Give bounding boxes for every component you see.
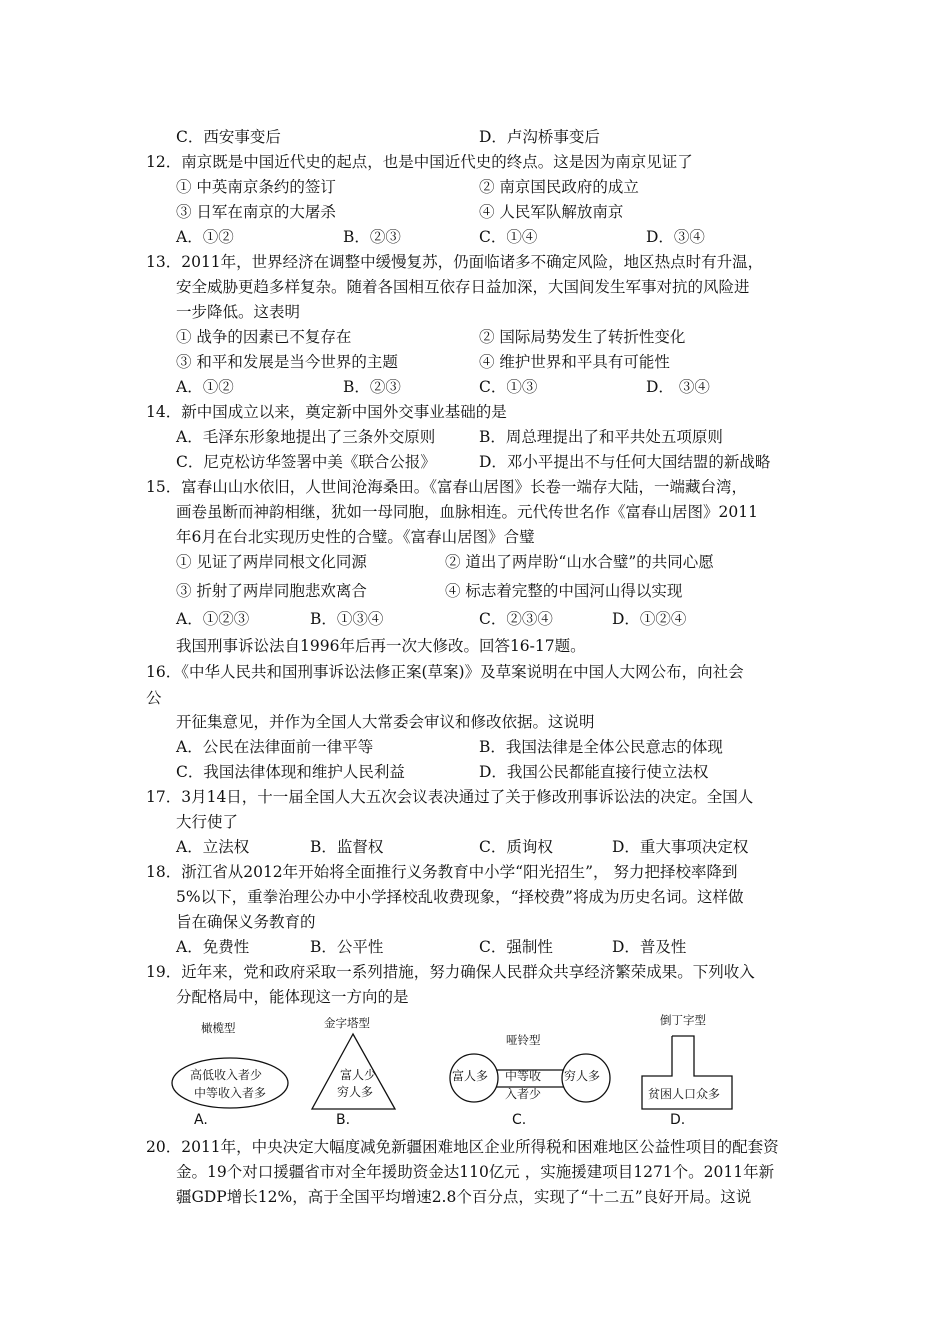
q13-stem-line3: 一步降低。这表明 xyxy=(176,303,301,321)
q18-option-c: C．强制性 xyxy=(479,938,553,956)
dumbbell-middle2: 入者少 xyxy=(505,1087,542,1101)
q15-item-3: ③ 折射了两岸同胞悲欢离合 xyxy=(176,582,367,600)
q15-item-4: ④ 标志着完整的中国河山得以实现 xyxy=(445,582,683,600)
q15-item-1: ① 见证了两岸同根文化同源 xyxy=(176,553,367,571)
q13-item-1: ① 战争的因素已不复存在 xyxy=(176,328,352,346)
q15-item-2: ② 道出了两岸盼“山水合璧”的共同心愿 xyxy=(445,553,714,571)
q19-stem-line2: 分配格局中，能体现这一方向的是 xyxy=(176,988,409,1006)
q20-stem-line1: 20．2011年，中央决定大幅度减免新疆困难地区企业所得税和困难地区公益性项目的配套资 xyxy=(146,1138,779,1156)
pyramid-line2: 穷人多 xyxy=(337,1085,374,1099)
q16-option-b: B．我国法律是全体公民意志的体现 xyxy=(479,738,723,756)
pyramid-line1: 富人少 xyxy=(340,1068,377,1082)
q16-option-d: D．我国公民都能直接行使立法权 xyxy=(479,763,709,781)
q11-option-d: D．卢沟桥事变后 xyxy=(479,128,600,146)
q18-stem-line3: 旨在确保义务教育的 xyxy=(176,913,316,931)
q12-stem: 12．南京既是中国近代史的起点，也是中国近代史的终点。这是因为南京见证了 xyxy=(146,153,693,171)
q12-option-a: A．①② xyxy=(176,228,234,246)
option-c-label: C. xyxy=(512,1112,527,1128)
q13-option-b: B．②③ xyxy=(343,378,401,396)
q18-option-b: B．公平性 xyxy=(310,938,384,956)
q13-item-2: ② 国际局势发生了转折性变化 xyxy=(479,328,686,346)
q16-stem-line2: 公 xyxy=(146,689,162,707)
q13-item-3: ③ 和平和发展是当今世界的主题 xyxy=(176,353,398,371)
q14-option-b: B．周总理提出了和平共处五项原则 xyxy=(479,428,723,446)
pyramid-title: 金字塔型 xyxy=(324,1016,370,1030)
olive-title: 橄榄型 xyxy=(201,1021,236,1035)
q13-option-a: A．①② xyxy=(176,378,234,396)
q20-stem-line2: 金。19个对口援疆省市对全年援助资金达110亿元 ，实施援建项目1271个。2011年新 xyxy=(176,1163,775,1181)
q13-option-d: D． ③④ xyxy=(646,378,710,396)
q11-option-c: C．西安事变后 xyxy=(176,128,281,146)
q14-option-a: A．毛泽东形象地提出了三条外交原则 xyxy=(176,428,436,446)
q15-option-a: A．①②③ xyxy=(176,610,250,628)
dumbbell-title: 哑铃型 xyxy=(506,1033,541,1047)
q14-stem: 14．新中国成立以来，奠定新中国外交事业基础的是 xyxy=(146,403,507,421)
q15-option-c: C．②③④ xyxy=(479,610,553,628)
q17-stem-line2: 大行使了 xyxy=(176,813,239,831)
q17-option-c: C．质询权 xyxy=(479,838,553,856)
olive-diagram xyxy=(160,1012,310,1132)
q18-option-d: D．普及性 xyxy=(612,938,687,956)
q12-item-4: ④ 人民军队解放南京 xyxy=(479,203,624,221)
q19-stem-line1: 19．近年来，党和政府采取一系列措施，努力确保人民群众共享经济繁荣成果。下列收入 xyxy=(146,963,755,981)
q15-option-d: D．①②④ xyxy=(612,610,687,628)
inverted-t-title: 倒丁字型 xyxy=(660,1013,706,1027)
dumbbell-right: 穷人多 xyxy=(564,1069,601,1083)
q16-stem-line1: 16．《中华人民共和国刑事诉讼法修正案(草案)》及草案说明在中国人大网公布，向社会 xyxy=(146,663,744,681)
q16-option-c: C．我国法律体现和维护人民利益 xyxy=(176,763,405,781)
dumbbell-middle1: 中等收 xyxy=(505,1069,542,1083)
q16-option-a: A．公民在法律面前一律平等 xyxy=(176,738,374,756)
option-d-label: D. xyxy=(670,1112,686,1128)
q15-option-b: B．①③④ xyxy=(310,610,384,628)
q15-stem-line2: 画卷虽断而神韵相继，犹如一母同胞，血脉相连。元代传世名作《富春山居图》2011 xyxy=(176,503,758,521)
q13-item-4: ④ 维护世界和平具有可能性 xyxy=(479,353,670,371)
q17-option-d: D．重大事项决定权 xyxy=(612,838,749,856)
q13-option-c: C．①③ xyxy=(479,378,538,396)
option-b-label: B. xyxy=(336,1112,351,1128)
q12-option-d: D．③④ xyxy=(646,228,705,246)
q13-stem-line1: 13．2011年，世界经济在调整中缓慢复苏，仍面临诸多不确定风险，地区热点时有升温， xyxy=(146,253,764,271)
q18-option-a: A．免费性 xyxy=(176,938,250,956)
q17-option-a: A．立法权 xyxy=(176,838,250,856)
q12-item-2: ② 南京国民政府的成立 xyxy=(479,178,639,196)
dumbbell-diagram xyxy=(442,1012,622,1132)
q12-item-3: ③ 日军在南京的大屠杀 xyxy=(176,203,336,221)
olive-ellipse xyxy=(172,1058,288,1108)
q18-stem-line1: 18．浙江省从2012年开始将全面推行义务教育中小学“阳光招生”， 努力把择校率降到 xyxy=(146,863,738,881)
q13-stem-line2: 安全威胁更趋多样复杂。随着各国相互依存日益加深，大国间发生军事对抗的风险进 xyxy=(176,278,750,296)
q12-option-c: C．①④ xyxy=(479,228,538,246)
option-a-label: A. xyxy=(194,1112,208,1128)
q12-item-1: ① 中英南京条约的签订 xyxy=(176,178,336,196)
dumbbell-left: 富人多 xyxy=(452,1069,489,1083)
q12-option-b: B．②③ xyxy=(343,228,401,246)
q18-stem-line2: 5%以下，重拳治理公办中小学择校乱收费现象，“择校费”将成为历史名词。这样做 xyxy=(176,888,744,906)
pyramid-diagram xyxy=(300,1012,410,1132)
q20-stem-line3: 疆GDP增长12%，高于全国平均增速2.8个百分点，实现了“十二五”良好开局。这说 xyxy=(176,1188,752,1206)
q14-option-c: C．尼克松访华签署中美《联合公报》 xyxy=(176,453,436,471)
q15-stem-line1: 15．富春山山水依旧，人世间沧海桑田。《富春山居图》长卷一端存大陆，一端藏台湾， xyxy=(146,478,747,496)
q17-option-b: B．监督权 xyxy=(310,838,384,856)
q16-stem-line3: 开征集意见，并作为全国人大常委会审议和修改依据。这说明 xyxy=(176,713,595,731)
inverted-t-text: 贫困人口众多 xyxy=(648,1087,721,1101)
q14-option-d: D．邓小平提出不与任何大国结盟的新战略 xyxy=(479,453,771,471)
inverted-t-diagram xyxy=(632,1012,752,1132)
q15-stem-line3: 年6月在台北实现历史性的合璧。《富春山居图》合璧 xyxy=(176,528,535,546)
olive-line2: 中等收入者多 xyxy=(194,1086,267,1100)
q17-stem-line1: 17．3月14日，十一届全国人大五次会议表决通过了关于修改刑事诉讼法的决定。全国人 xyxy=(146,788,754,806)
q16-17-intro: 我国刑事诉讼法自1996年后再一次大修改。回答16-17题。 xyxy=(176,637,586,655)
olive-line1: 高低收入者少 xyxy=(190,1068,263,1082)
